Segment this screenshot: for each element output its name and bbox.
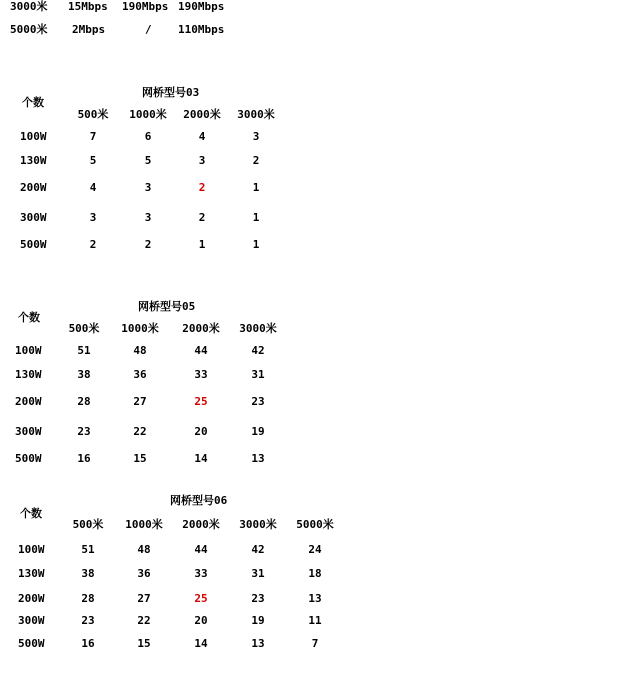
table-cell: 13 <box>308 592 322 605</box>
table-title: 网桥型号06 <box>170 494 228 507</box>
table-cell: 3 <box>252 130 260 143</box>
count-label: 个数 <box>22 96 44 109</box>
table-cell: 5 <box>144 154 152 167</box>
top-row-cell: 190Mbps <box>122 0 169 13</box>
table-cell: 7 <box>311 637 319 650</box>
table-cell: 11 <box>308 614 322 627</box>
table-cell: 1 <box>252 211 260 224</box>
table-cell: 31 <box>251 368 265 381</box>
table-cell-highlight: 25 <box>194 395 208 408</box>
table-cell: 14 <box>194 452 208 465</box>
distance-header: 2000米 <box>182 518 220 531</box>
distance-header: 500米 <box>68 322 100 335</box>
top-row-distance: 3000米 <box>10 0 48 13</box>
distance-header: 3000米 <box>239 518 277 531</box>
distance-header: 3000米 <box>239 322 277 335</box>
table-cell: 23 <box>81 614 95 627</box>
table-cell: 15 <box>137 637 151 650</box>
table-cell: 4 <box>198 130 206 143</box>
table-cell: 19 <box>251 614 265 627</box>
top-row-cell: 15Mbps <box>68 0 108 13</box>
table-cell: 3 <box>144 211 152 224</box>
table-cell: 22 <box>137 614 151 627</box>
power-label: 200W <box>20 181 47 194</box>
table-cell: 44 <box>194 543 208 556</box>
table-cell: 4 <box>89 181 97 194</box>
table-cell: 36 <box>137 567 151 580</box>
table-cell: 3 <box>89 211 97 224</box>
distance-header: 1000米 <box>121 322 159 335</box>
table-cell: 2 <box>252 154 260 167</box>
table-cell: 20 <box>194 614 208 627</box>
table-title: 网桥型号03 <box>142 86 200 99</box>
power-label: 130W <box>18 567 45 580</box>
distance-header: 2000米 <box>182 322 220 335</box>
table-cell: 3 <box>144 181 152 194</box>
table-cell: 48 <box>133 344 147 357</box>
table-cell: 24 <box>308 543 322 556</box>
table-cell: 23 <box>77 425 91 438</box>
count-label: 个数 <box>20 507 42 520</box>
top-row-cell: / <box>145 23 152 36</box>
distance-header: 5000米 <box>296 518 334 531</box>
power-label: 200W <box>18 592 45 605</box>
table-cell: 5 <box>89 154 97 167</box>
table-cell: 15 <box>133 452 147 465</box>
table-cell: 19 <box>251 425 265 438</box>
power-label: 100W <box>18 543 45 556</box>
table-cell: 33 <box>194 368 208 381</box>
power-label: 500W <box>15 452 42 465</box>
table-cell: 38 <box>81 567 95 580</box>
table-cell: 38 <box>77 368 91 381</box>
table-cell: 28 <box>81 592 95 605</box>
table-cell: 2 <box>198 211 206 224</box>
table-cell: 2 <box>89 238 97 251</box>
table-cell: 51 <box>77 344 91 357</box>
distance-header: 1000米 <box>125 518 163 531</box>
table-cell: 1 <box>252 238 260 251</box>
power-label: 100W <box>20 130 47 143</box>
distance-header: 500米 <box>77 108 109 121</box>
table-cell: 16 <box>81 637 95 650</box>
table-cell: 2 <box>144 238 152 251</box>
table-cell: 42 <box>251 344 265 357</box>
top-row-cell: 2Mbps <box>72 23 106 36</box>
table-cell: 23 <box>251 592 265 605</box>
table-cell-highlight: 25 <box>194 592 208 605</box>
power-label: 300W <box>20 211 47 224</box>
power-label: 300W <box>15 425 42 438</box>
table-cell: 1 <box>198 238 206 251</box>
top-row-cell: 190Mbps <box>178 0 225 13</box>
table-cell: 13 <box>251 452 265 465</box>
table-cell: 44 <box>194 344 208 357</box>
table-cell: 14 <box>194 637 208 650</box>
table-cell: 3 <box>198 154 206 167</box>
table-cell: 36 <box>133 368 147 381</box>
table-cell: 18 <box>308 567 322 580</box>
power-label: 200W <box>15 395 42 408</box>
table-cell: 7 <box>89 130 97 143</box>
table-cell: 13 <box>251 637 265 650</box>
power-label: 300W <box>18 614 45 627</box>
table-cell: 28 <box>77 395 91 408</box>
count-label: 个数 <box>18 311 40 324</box>
distance-header: 3000米 <box>237 108 275 121</box>
table-cell: 1 <box>252 181 260 194</box>
power-label: 500W <box>18 637 45 650</box>
power-label: 100W <box>15 344 42 357</box>
top-row-cell: 110Mbps <box>178 23 225 36</box>
power-label: 130W <box>15 368 42 381</box>
power-label: 500W <box>20 238 47 251</box>
table-cell: 16 <box>77 452 91 465</box>
table-cell: 6 <box>144 130 152 143</box>
table-cell: 22 <box>133 425 147 438</box>
distance-header: 500米 <box>72 518 104 531</box>
table-cell-highlight: 2 <box>198 181 206 194</box>
table-cell: 27 <box>133 395 147 408</box>
table-cell: 23 <box>251 395 265 408</box>
table-cell: 31 <box>251 567 265 580</box>
table-title: 网桥型号05 <box>138 300 196 313</box>
table-cell: 42 <box>251 543 265 556</box>
power-label: 130W <box>20 154 47 167</box>
table-cell: 20 <box>194 425 208 438</box>
table-cell: 33 <box>194 567 208 580</box>
table-cell: 27 <box>137 592 151 605</box>
top-row-distance: 5000米 <box>10 23 48 36</box>
table-cell: 51 <box>81 543 95 556</box>
distance-header: 2000米 <box>183 108 221 121</box>
distance-header: 1000米 <box>129 108 167 121</box>
table-cell: 48 <box>137 543 151 556</box>
